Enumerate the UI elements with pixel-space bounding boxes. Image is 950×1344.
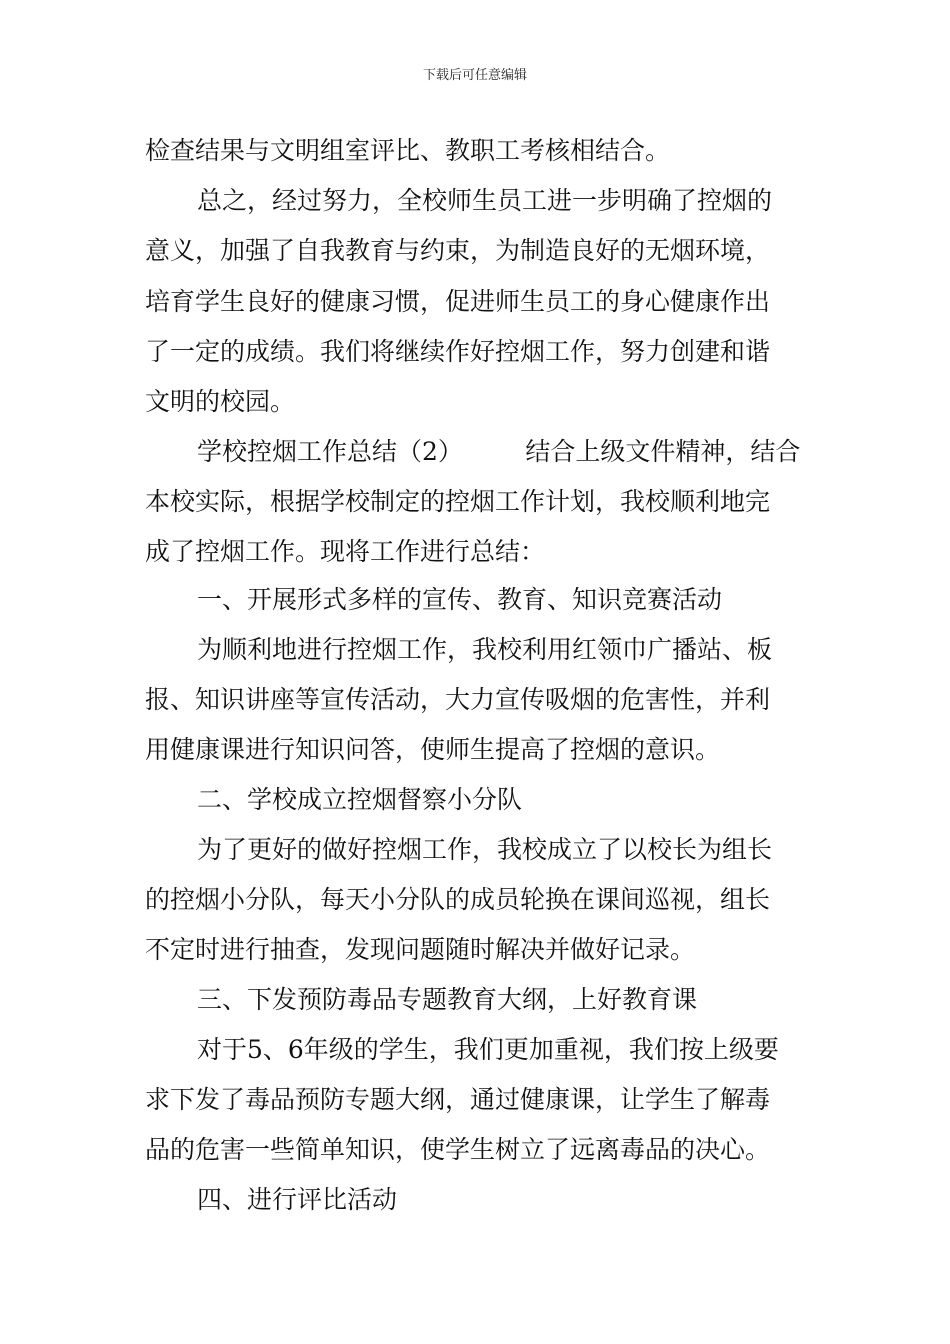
- paragraph-line: 检查结果与文明组室评比、教职工考核相结合。: [145, 136, 671, 165]
- paragraph-line: 成了控烟工作。现将工作进行总结：: [145, 537, 546, 566]
- paragraph-line: 用健康课进行知识问答，使师生提高了控烟的意识。: [145, 735, 721, 764]
- paragraph-line: 求下发了毒品预防专题大纲，通过健康课，让学生了解毒: [145, 1085, 771, 1114]
- paragraph-line: 为了更好的做好控烟工作，我校成立了以校长为组长: [197, 835, 773, 864]
- paragraph-line: 培育学生良好的健康习惯，促进师生员工的身心健康作出: [145, 287, 771, 316]
- section-heading: 一、开展形式多样的宣传、教育、知识竞赛活动: [197, 585, 723, 614]
- section-heading: 四、进行评比活动: [197, 1185, 398, 1214]
- paragraph-line: 总之，经过努力，全校师生员工进一步明确了控烟的: [197, 186, 773, 215]
- paragraph-line: 品的危害一些简单知识，使学生树立了远离毒品的决心。: [145, 1135, 771, 1164]
- paragraph-line: 了一定的成绩。我们将继续作好控烟工作，努力创建和谐: [145, 337, 771, 366]
- paragraph-line: 意义，加强了自我教育与约束，为制造良好的无烟环境，: [145, 236, 771, 265]
- section-heading: 二、学校成立控烟督察小分队: [197, 785, 523, 814]
- paragraph-line: 学校控烟工作总结（2） 结合上级文件精神，结合: [197, 437, 801, 466]
- paragraph-line: 为顺利地进行控烟工作，我校利用红领巾广播站、板: [197, 635, 773, 664]
- paragraph-line: 本校实际，根据学校制定的控烟工作计划，我校顺利地完: [145, 487, 771, 516]
- paragraph-line: 对于5、6年级的学生，我们更加重视，我们按上级要: [197, 1035, 779, 1064]
- paragraph-line: 报、知识讲座等宣传活动，大力宣传吸烟的危害性，并利: [145, 685, 771, 714]
- section-heading: 三、下发预防毒品专题教育大纲，上好教育课: [197, 985, 698, 1014]
- paragraph-line: 不定时进行抽查，发现问题随时解决并做好记录。: [145, 935, 696, 964]
- paragraph-line: 的控烟小分队，每天小分队的成员轮换在课间巡视，组长: [145, 885, 771, 914]
- paragraph-line: 文明的校园。: [145, 387, 296, 416]
- page-header: 下载后可任意编辑: [422, 68, 527, 83]
